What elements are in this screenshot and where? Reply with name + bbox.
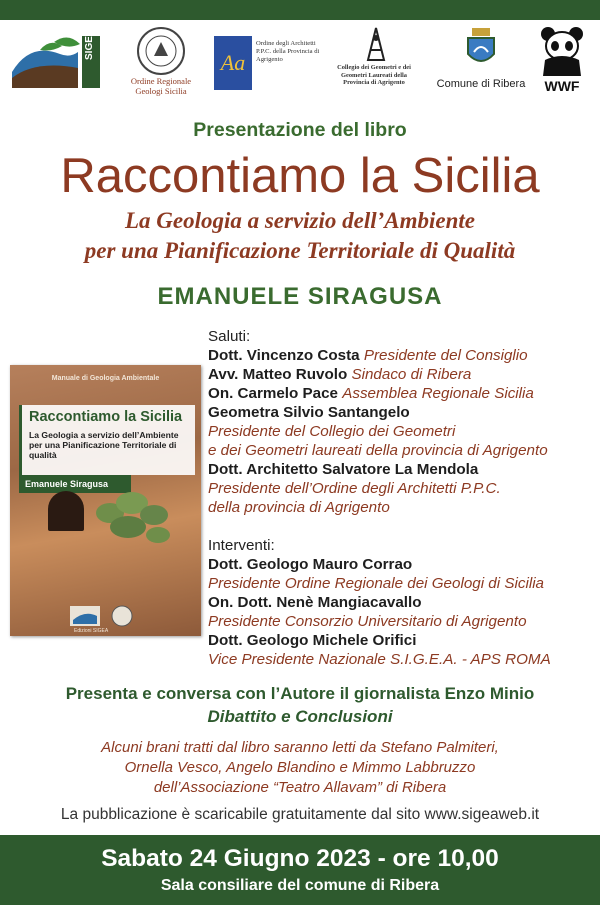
cover-publisher: Edizioni SIGEA bbox=[74, 628, 109, 634]
speaker-role: Presidente Consorzio Universitario di Agrigento bbox=[208, 613, 527, 630]
architetti-logo bbox=[214, 26, 322, 104]
ribera-crest-icon bbox=[464, 26, 498, 70]
wwf-logo bbox=[534, 26, 590, 104]
speaker-role: e dei Geometri laureati della provincia di Agrigento bbox=[208, 442, 548, 459]
cover-publisher-logos-icon bbox=[70, 604, 140, 630]
event-venue: Sala consiliare del comune di Ribera bbox=[160, 877, 440, 894]
ribera-caption: Comune di Ribera bbox=[436, 78, 526, 90]
speaker-name: Dott. Vincenzo Costa bbox=[208, 347, 360, 364]
cover-author: Emanuele Siragusa bbox=[19, 475, 131, 493]
presentation-heading: Presentazione del libro bbox=[193, 119, 407, 141]
moderator-line: Presenta e conversa con l’Autore il giornalista Enzo Minio bbox=[65, 684, 535, 703]
book-cover-image bbox=[10, 365, 201, 636]
sigea-logo bbox=[10, 26, 102, 104]
cactus-icon bbox=[88, 483, 176, 553]
interventi-label: Interventi: bbox=[208, 537, 275, 554]
book-title: Raccontiamo la Sicilia bbox=[60, 149, 540, 203]
speaker-role: Presidente del Consiglio bbox=[363, 347, 528, 364]
cover-title-panel bbox=[19, 405, 195, 475]
architetti-caption: Ordine degli Architetti P.P.C. della Provincia di Agrigento bbox=[256, 40, 320, 63]
readings-line: dell’Associazione “Teatro Allavam” di Ribera bbox=[153, 779, 447, 796]
cover-subtitle: La Geologia a servizio dell’Ambiente per una Pianificazione Territoriale di qualità bbox=[29, 430, 179, 460]
wwf-label: WWF bbox=[544, 78, 580, 94]
speaker-role: Assemblea Regionale Sicilia bbox=[342, 385, 534, 402]
geologi-seal-icon bbox=[136, 26, 186, 76]
speaker-role: Vice Presidente Nazionale S.I.G.E.A. - APS ROMA bbox=[208, 651, 551, 668]
speaker-name: Dott. Geologo Michele Orifici bbox=[208, 632, 417, 649]
geometri-caption: Collegio dei Geometri e dei Geometri Laureati della Provincia di Agrigento bbox=[337, 64, 411, 87]
event-date: Sabato 24 Giugno 2023 - ore 10,00 bbox=[101, 845, 499, 872]
speaker-name: On. Dott. Nenè Mangiacavallo bbox=[208, 594, 422, 611]
readings-line: Alcuni brani tratti dal libro saranno letti da Stefano Palmiteri, bbox=[101, 739, 499, 756]
partner-logos bbox=[0, 26, 600, 104]
speaker-role: Presidente Ordine Regionale dei Geologi di Sicilia bbox=[208, 575, 545, 592]
speaker-name: Geometra Silvio Santangelo bbox=[208, 404, 410, 421]
author-name: EMANUELE SIRAGUSA bbox=[157, 283, 443, 310]
speaker-role: Presidente dell’Ordine degli Architetti P.P.C. bbox=[208, 480, 501, 497]
geometri-emblem-icon bbox=[362, 26, 390, 62]
speaker-name: Dott. Architetto Salvatore La Mendola bbox=[208, 461, 479, 478]
geologi-caption: Ordine Regionale Geologi Sicilia bbox=[130, 76, 192, 96]
speaker-name: Dott. Geologo Mauro Corrao bbox=[208, 556, 413, 573]
saluti-label: Saluti: bbox=[208, 328, 251, 345]
cover-series: Manuale di Geologia Ambientale bbox=[51, 375, 160, 382]
speaker-name: Avv. Matteo Ruvolo bbox=[208, 366, 348, 383]
debate-line: Dibattito e Conclusioni bbox=[207, 707, 393, 726]
speaker-role: Sindaco di Ribera bbox=[351, 366, 472, 383]
panda-icon bbox=[537, 26, 587, 78]
readings-paragraph bbox=[0, 738, 600, 798]
speaker-role: Presidente del Collegio dei Geometri bbox=[208, 423, 456, 440]
architetti-mark-icon: Aa bbox=[214, 36, 252, 90]
cover-title: Raccontiamo la Sicilia bbox=[29, 409, 183, 425]
event-date-band bbox=[0, 835, 600, 905]
speaker-name: On. Carmelo Pace bbox=[208, 385, 338, 402]
book-subtitle-line2: per una Pianificazione Territoriale di Qualità bbox=[84, 238, 516, 263]
speaker-role: della provincia di Agrigento bbox=[208, 499, 390, 516]
geologi-logo bbox=[128, 26, 194, 104]
download-note: La pubblicazione è scaricabile gratuitamente dal sito www.sigeaweb.it bbox=[60, 806, 540, 823]
top-band bbox=[0, 0, 600, 20]
readings-line: Ornella Vesco, Angelo Blandino e Mimmo Labbruzzo bbox=[124, 759, 476, 776]
sigea-label: SIGEA bbox=[84, 28, 95, 60]
book-subtitle-line1: La Geologia a servizio dell’Ambiente bbox=[124, 208, 476, 233]
geometri-logo bbox=[328, 26, 420, 104]
cave-shape bbox=[48, 491, 84, 531]
speakers-list bbox=[208, 327, 600, 669]
ribera-logo bbox=[436, 26, 526, 104]
